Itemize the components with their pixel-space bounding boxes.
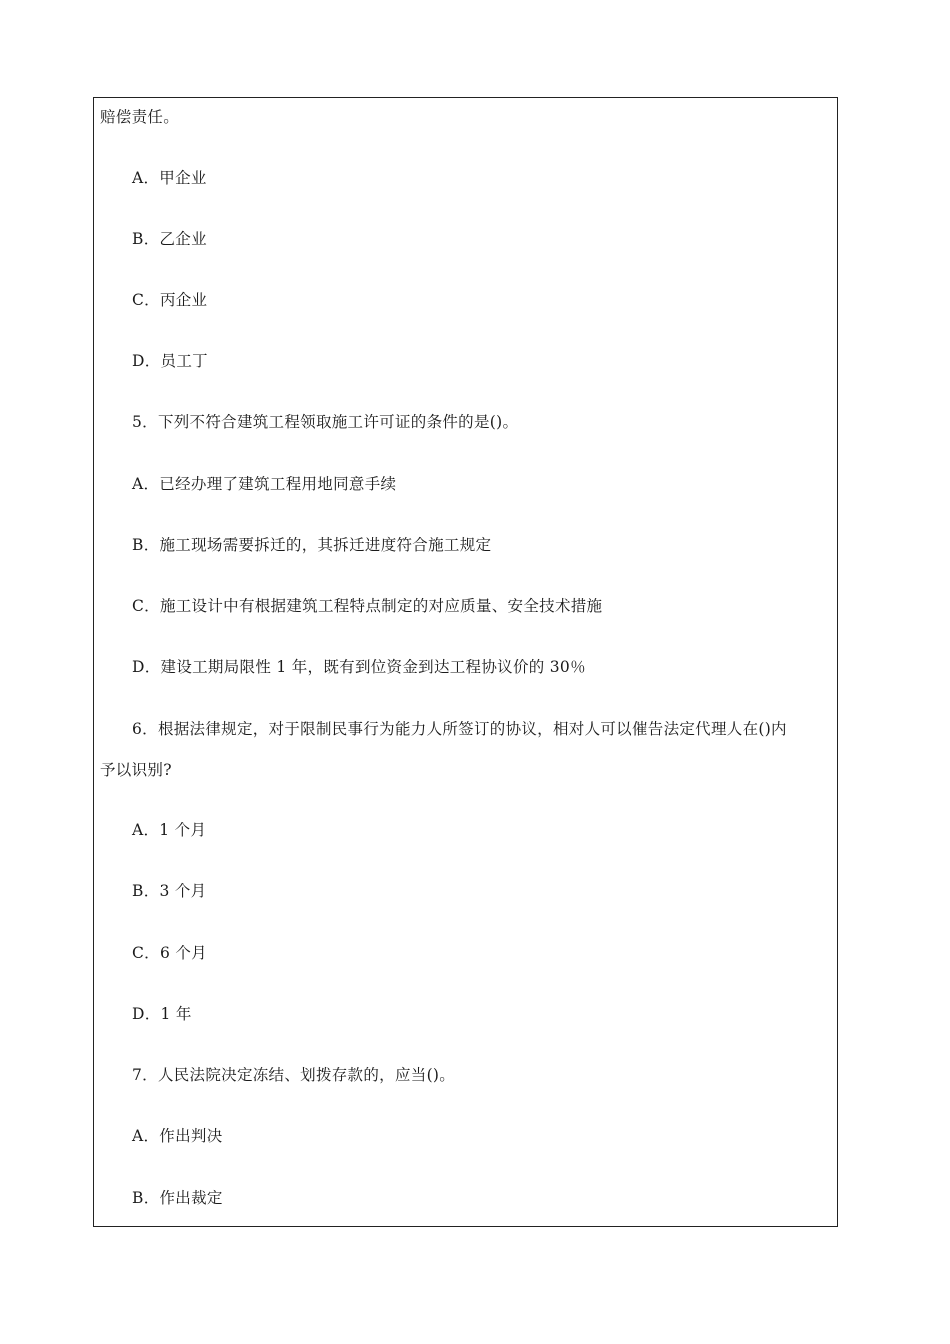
option-line: B．3 个月 <box>132 882 207 900</box>
question-line: 6．根据法律规定，对于限制民事行为能力人所签订的协议，相对人可以催告法定代理人在()内 <box>132 720 787 738</box>
question-line: 7．人民法院决定冻结、划拨存款的，应当()。 <box>132 1066 456 1084</box>
option-line: A．已经办理了建筑工程用地同意手续 <box>132 475 397 493</box>
option-line: C．施工设计中有根据建筑工程特点制定的对应质量、安全技术措施 <box>132 597 603 615</box>
option-line: B．乙企业 <box>132 230 207 248</box>
option-line: C．6 个月 <box>132 944 207 962</box>
option-line: A．1 个月 <box>132 821 207 839</box>
question-line: 5．下列不符合建筑工程领取施工许可证的条件的是()。 <box>132 413 519 431</box>
option-line: A．甲企业 <box>132 169 207 187</box>
document-frame <box>93 97 838 1227</box>
option-line: B．作出裁定 <box>132 1189 223 1207</box>
option-line: C．丙企业 <box>132 291 208 309</box>
text-line: 赔偿责任。 <box>100 108 180 126</box>
option-line: D．员工丁 <box>132 352 208 370</box>
option-line: B．施工现场需要拆迁的，其拆迁进度符合施工规定 <box>132 536 492 554</box>
option-line: A．作出判决 <box>132 1127 223 1145</box>
option-line: D．建设工期局限性 1 年，既有到位资金到达工程协议价的 30％ <box>132 658 586 676</box>
question-line-continued: 予以识别? <box>100 761 172 779</box>
option-line: D．1 年 <box>132 1005 192 1023</box>
